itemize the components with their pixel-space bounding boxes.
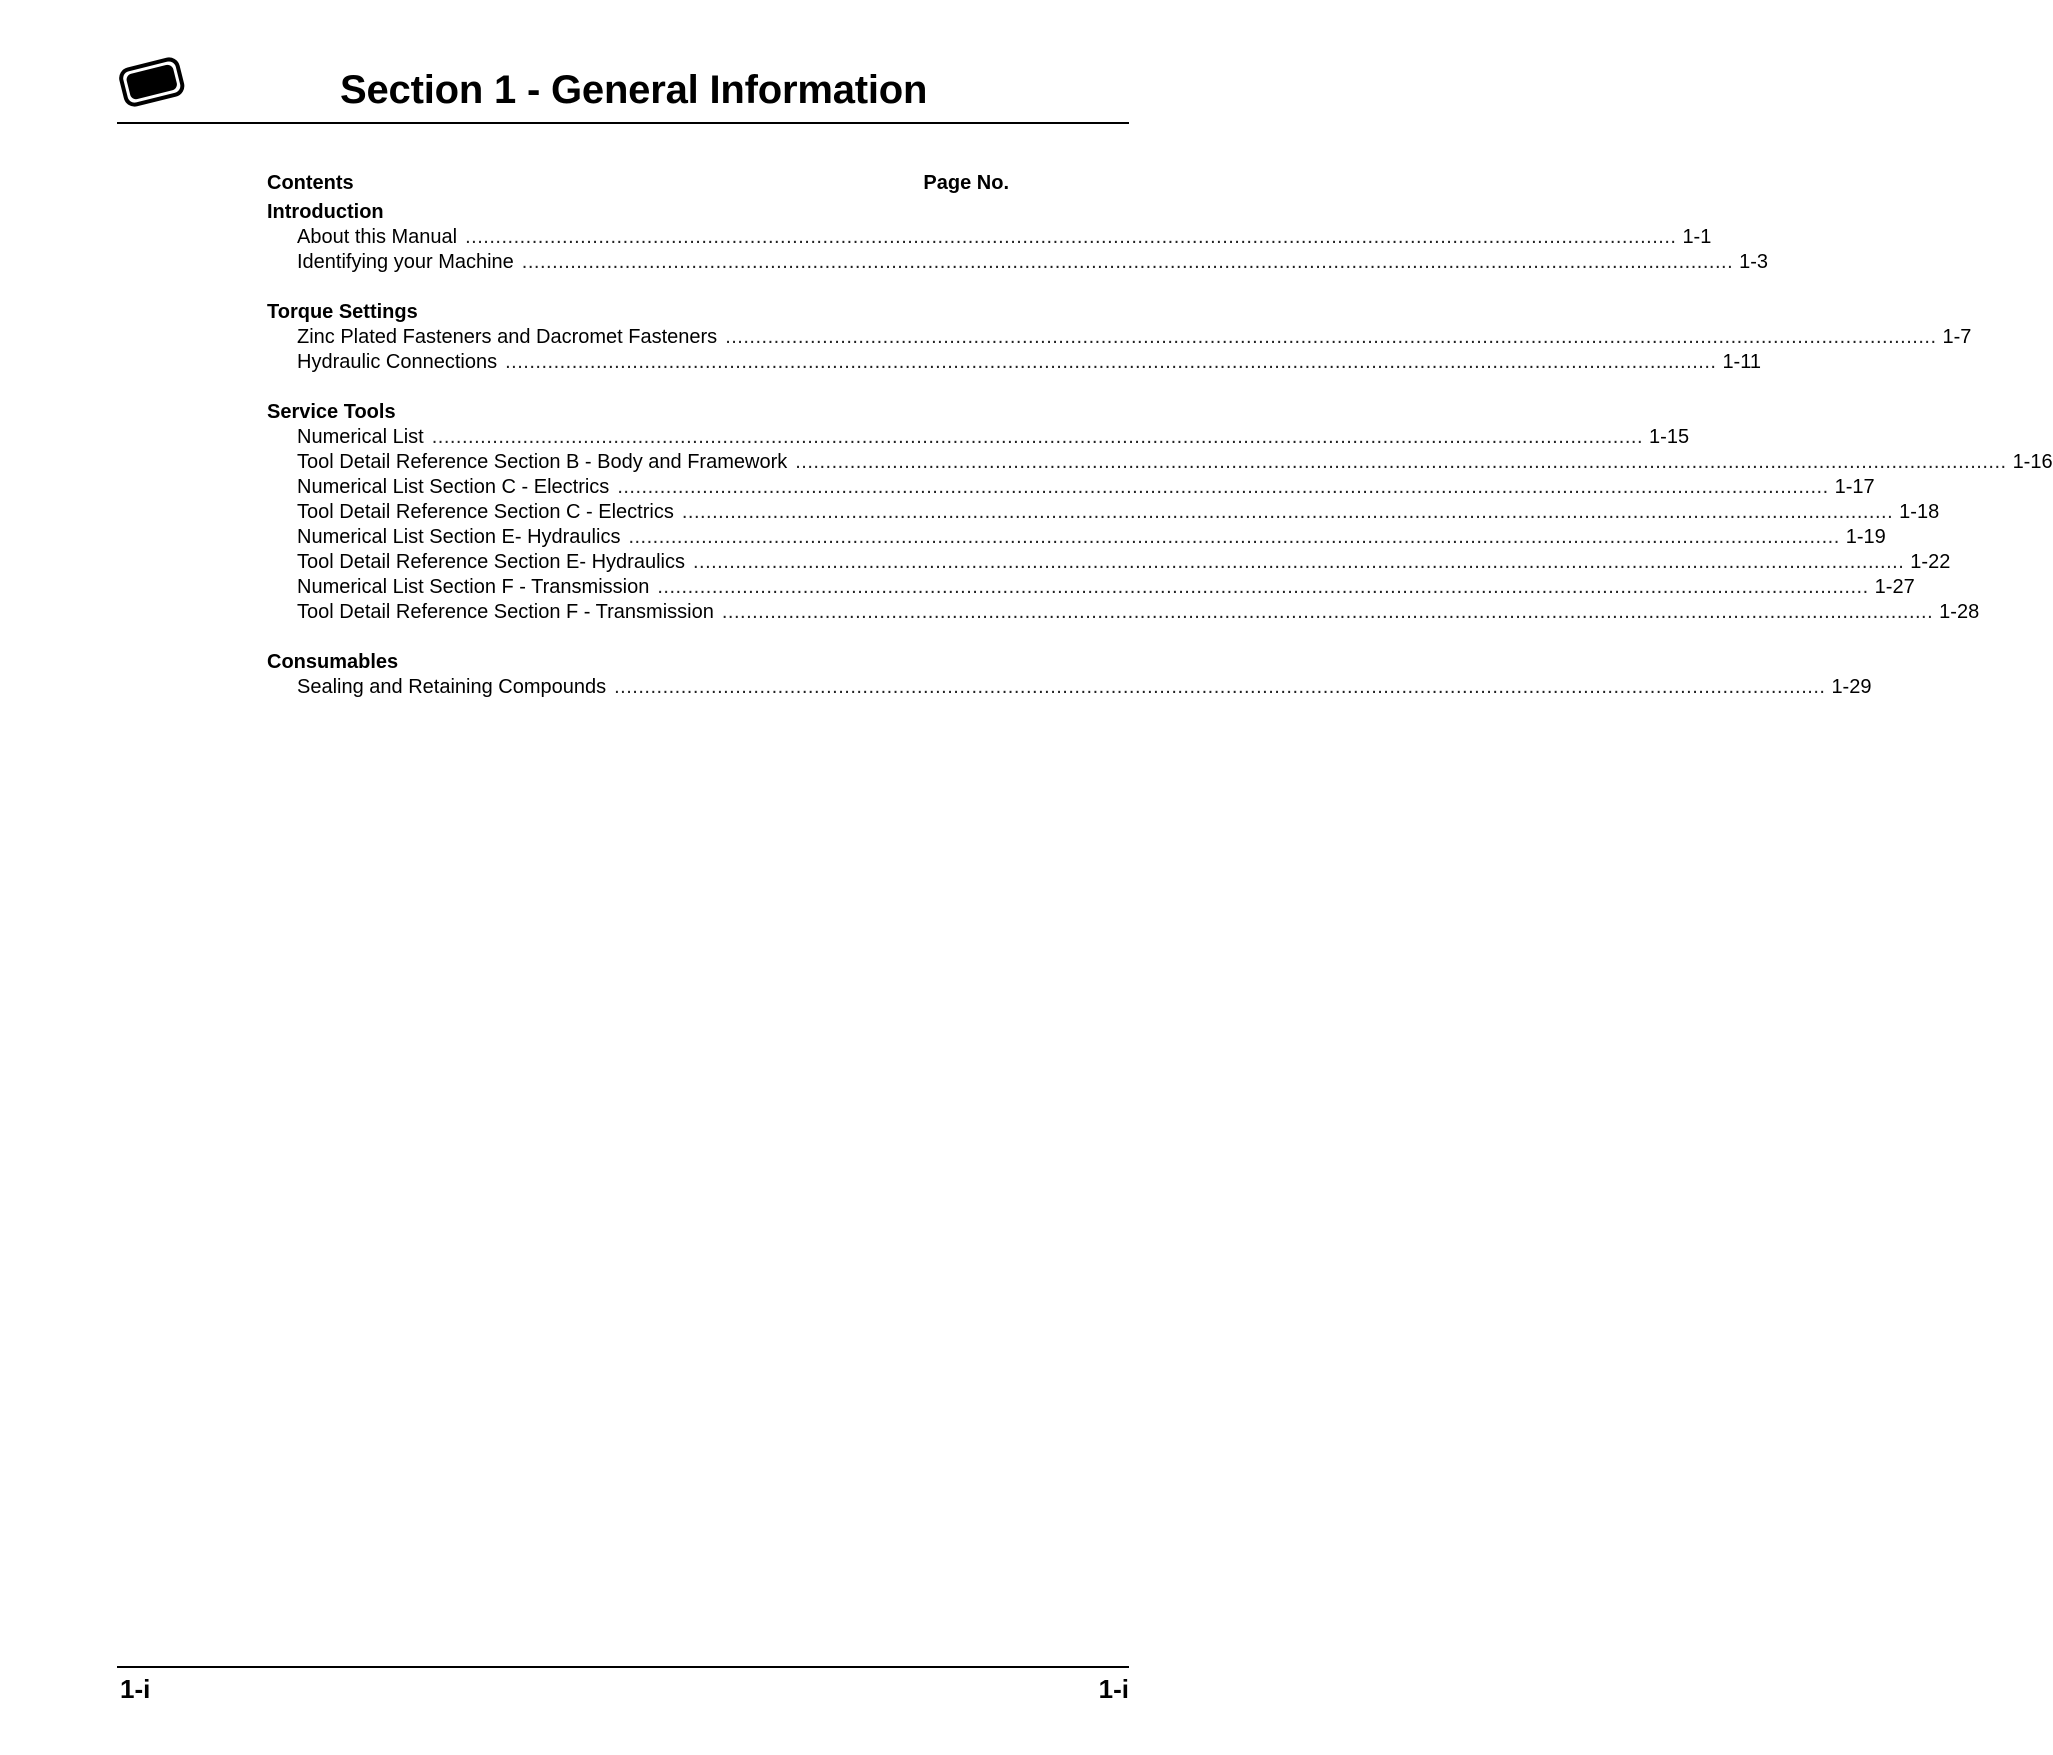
toc-leader-dots: ........................................................................................................................................................................................................ bbox=[795, 451, 2007, 473]
toc-leader-dots: ........................................................................................................................................................................................................ bbox=[628, 526, 1840, 548]
toc-entry[interactable] bbox=[267, 325, 1972, 350]
toc-entry-title: Sealing and Retaining Compounds bbox=[297, 676, 607, 698]
header-rule bbox=[117, 122, 1129, 124]
toc-entry-page: 1-29 bbox=[1831, 676, 1872, 698]
toc-entry-page: 1-3 bbox=[1739, 251, 1769, 273]
toc-header bbox=[267, 171, 1009, 196]
toc-entry[interactable] bbox=[267, 225, 1712, 250]
toc-leader-dots: ........................................................................................................................................................................................................ bbox=[617, 476, 1829, 498]
contents-label: Contents bbox=[267, 172, 354, 194]
toc-leader-dots: ........................................................................................................................................................................................................ bbox=[657, 576, 1869, 598]
toc-group-title: Consumables bbox=[267, 651, 399, 673]
table-of-contents bbox=[267, 171, 2053, 725]
toc-entry-page: 1-1 bbox=[1682, 226, 1712, 248]
toc-entry[interactable] bbox=[267, 500, 1940, 525]
toc-entry-title: Tool Detail Reference Section C - Electrics bbox=[297, 501, 674, 523]
jcb-logo-icon bbox=[118, 54, 186, 112]
toc-entry-page: 1-11 bbox=[1722, 351, 1761, 373]
footer-page-number-right: 1-i bbox=[1098, 1674, 1129, 1704]
toc-entry-page: 1-16 bbox=[2012, 451, 2053, 473]
toc-group-title: Service Tools bbox=[267, 401, 396, 423]
toc-leader-dots: ........................................................................................................................................................................................................ bbox=[725, 326, 1937, 348]
toc-entry[interactable] bbox=[267, 550, 1951, 575]
toc-entry-page: 1-19 bbox=[1845, 526, 1886, 548]
toc-leader-dots: ........................................................................................................................................................................................................ bbox=[465, 226, 1677, 248]
toc-group-service-tools bbox=[267, 400, 2053, 625]
toc-entry[interactable] bbox=[267, 425, 1690, 450]
toc-leader-dots: ........................................................................................................................................................................................................ bbox=[721, 601, 1934, 623]
toc-group-introduction bbox=[267, 200, 1769, 275]
toc-entry-title: Tool Detail Reference Section F - Transmission bbox=[297, 601, 714, 623]
toc-entry-page: 1-17 bbox=[1834, 476, 1875, 498]
toc-group-consumables bbox=[267, 650, 1872, 700]
toc-leader-dots: ........................................................................................................................................................................................................ bbox=[521, 251, 1734, 273]
toc-entry[interactable] bbox=[267, 525, 1886, 550]
toc-leader-dots: ........................................................................................................................................................................................................ bbox=[614, 676, 1826, 698]
toc-group-title: Introduction bbox=[267, 201, 384, 223]
toc-entry-page: 1-22 bbox=[1910, 551, 1951, 573]
toc-entry[interactable] bbox=[267, 600, 1980, 625]
toc-leader-dots: ........................................................................................................................................................................................................ bbox=[505, 351, 1717, 373]
page-title: Section 1 - General Information bbox=[340, 68, 928, 112]
toc-entry-page: 1-7 bbox=[1942, 326, 1972, 348]
toc-entry[interactable] bbox=[267, 475, 1875, 500]
toc-entry-title: About this Manual bbox=[297, 226, 458, 248]
toc-entry-title: Numerical List Section E- Hydraulics bbox=[297, 526, 621, 548]
toc-leader-dots: ........................................................................................................................................................................................................ bbox=[692, 551, 1905, 573]
toc-entry-title: Zinc Plated Fasteners and Dacromet Fasteners bbox=[297, 326, 718, 348]
footer-rule bbox=[117, 1666, 1129, 1668]
toc-leader-dots: ........................................................................................................................................................................................................ bbox=[681, 501, 1894, 523]
toc-entry[interactable] bbox=[267, 450, 2053, 475]
toc-entry[interactable] bbox=[267, 575, 1915, 600]
toc-group-title: Torque Settings bbox=[267, 301, 418, 323]
toc-entry-title: Numerical List bbox=[297, 426, 424, 448]
toc-entry-title: Numerical List Section C - Electrics bbox=[297, 476, 610, 498]
page-number-label: Page No. bbox=[923, 172, 1009, 194]
toc-entry-title: Tool Detail Reference Section E- Hydraulics bbox=[297, 551, 685, 573]
toc-leader-dots: ........................................................................................................................................................................................................ bbox=[431, 426, 1644, 448]
toc-entry-title: Tool Detail Reference Section B - Body and Framework bbox=[297, 451, 788, 473]
toc-entry[interactable] bbox=[267, 675, 1872, 700]
jcb-logo bbox=[118, 54, 186, 112]
toc-group-torque-settings bbox=[267, 300, 1972, 375]
toc-entry-page: 1-18 bbox=[1899, 501, 1940, 523]
toc-entry[interactable] bbox=[267, 250, 1769, 275]
toc-entry[interactable] bbox=[267, 350, 1761, 375]
toc-entry-page: 1-15 bbox=[1649, 426, 1690, 448]
toc-entry-page: 1-28 bbox=[1939, 601, 1980, 623]
toc-entry-page: 1-27 bbox=[1874, 576, 1915, 598]
toc-entry-title: Identifying your Machine bbox=[297, 251, 514, 273]
toc-entry-title: Hydraulic Connections bbox=[297, 351, 498, 373]
footer-page-number-left: 1-i bbox=[120, 1674, 151, 1704]
toc-entry-title: Numerical List Section F - Transmission bbox=[297, 576, 650, 598]
